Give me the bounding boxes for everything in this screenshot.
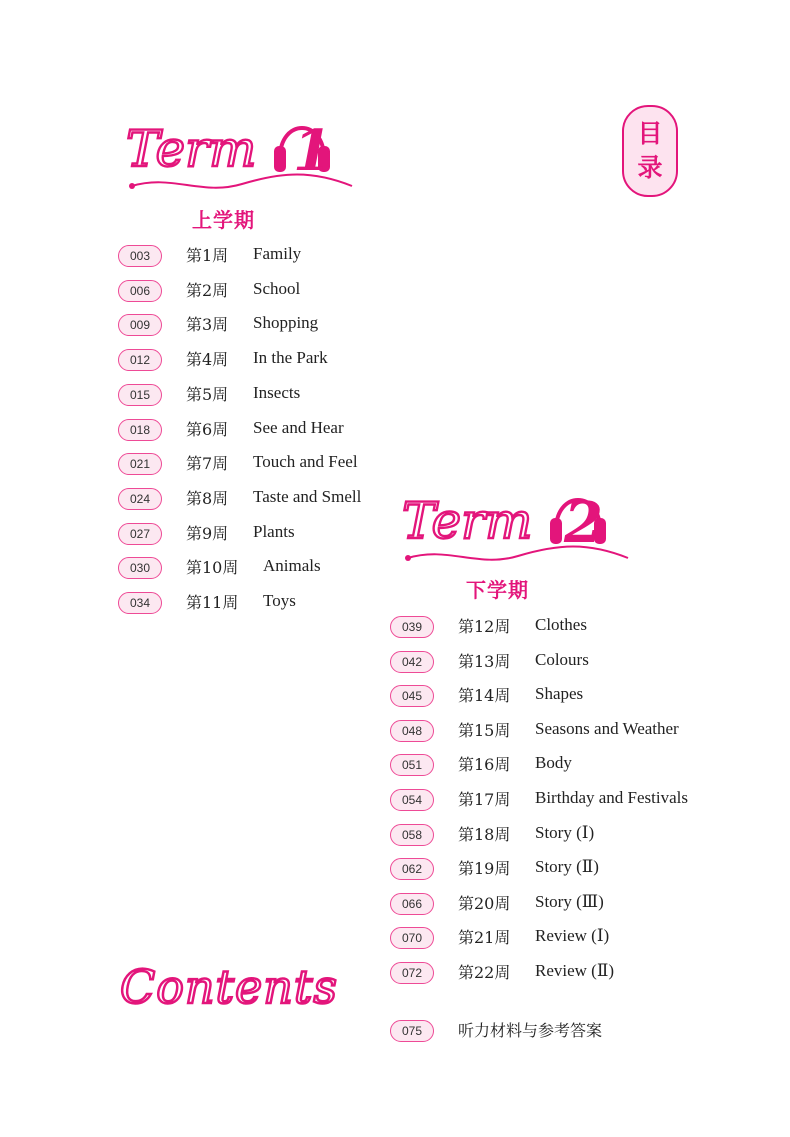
week-label: 第2周: [186, 280, 229, 300]
toc-entry[interactable]: [390, 651, 730, 675]
topic-title: School: [253, 278, 301, 298]
term2-art: [388, 472, 638, 572]
topic-title: Body: [535, 753, 572, 773]
page-number: 021: [118, 453, 162, 475]
topic-title: In the Park: [253, 348, 328, 368]
week-label: 第17周: [458, 790, 511, 809]
toc-entry[interactable]: [390, 893, 730, 917]
term1-art: [112, 100, 362, 200]
term1-list: [118, 245, 388, 615]
topic-title: Touch and Feel: [253, 452, 358, 472]
toc-entry[interactable]: [390, 616, 730, 640]
week-label: 第15周: [458, 720, 511, 740]
toc-entry[interactable]: [118, 384, 388, 408]
topic-title: Taste and Smell: [253, 486, 362, 506]
toc-entry[interactable]: [118, 557, 388, 581]
toc-entry[interactable]: [390, 927, 730, 951]
topic-title: Story (Ⅰ): [535, 822, 595, 842]
term2-word: Term: [402, 492, 533, 550]
topic-title: Plants: [253, 521, 295, 541]
topic-title: Insects: [253, 382, 301, 402]
page-number: 075: [390, 1020, 434, 1042]
toc-entry[interactable]: [118, 314, 388, 338]
week-label: 第10周: [186, 558, 239, 578]
topic-title: Toys: [263, 591, 296, 610]
toc-badge-char-1: 目: [637, 119, 663, 148]
week-label: 第16周: [458, 755, 511, 775]
page-number: 018: [118, 419, 162, 441]
week-label: 第22周: [458, 963, 511, 982]
toc-entry[interactable]: [118, 453, 388, 477]
week-label: 第3周: [186, 315, 229, 335]
term2-list: [390, 616, 730, 996]
page-number: 039: [390, 616, 434, 638]
week-label: 第20周: [458, 893, 511, 913]
toc-entry[interactable]: [118, 419, 388, 443]
page-number: 027: [118, 523, 162, 545]
term2-number: 2: [564, 490, 603, 556]
week-label: 第21周: [458, 928, 511, 948]
week-label: 第13周: [458, 651, 511, 671]
answers-label: 听力材料与参考答案: [458, 1021, 603, 1040]
page-number: 048: [390, 720, 434, 742]
page-number: 006: [118, 280, 162, 302]
week-label: 第5周: [186, 384, 229, 404]
toc-entry[interactable]: [118, 488, 388, 512]
page-number: 045: [390, 685, 434, 707]
page-number: 015: [118, 384, 162, 406]
week-label: 第19周: [458, 859, 511, 879]
term2-subtitle: 下学期: [466, 578, 529, 602]
term2-heading: [388, 472, 638, 572]
page-number: 058: [390, 824, 434, 846]
topic-title: Shapes: [535, 684, 584, 704]
topic-title: Story (Ⅱ): [535, 857, 599, 877]
week-label: 第7周: [186, 454, 229, 474]
term1-number: 1: [293, 118, 332, 184]
term1-word: Term: [126, 120, 257, 178]
topic-title: Clothes: [535, 615, 587, 634]
page-number: 003: [118, 245, 162, 267]
toc-entry[interactable]: [390, 824, 730, 848]
toc-entry[interactable]: [390, 720, 730, 744]
toc-badge-char-2: 录: [637, 153, 663, 182]
week-label: 第6周: [186, 419, 229, 439]
toc-entry[interactable]: [118, 349, 388, 373]
topic-title: Seasons and Weather: [535, 718, 679, 738]
page-number: 051: [390, 754, 434, 776]
page-number: 009: [118, 314, 162, 336]
week-label: 第4周: [186, 350, 229, 370]
week-label: 第14周: [458, 686, 511, 706]
toc-entry[interactable]: [390, 685, 730, 709]
page-number: 034: [118, 592, 162, 614]
toc-entry[interactable]: [118, 523, 388, 547]
topic-title: Story (Ⅲ): [535, 891, 604, 911]
page-number: 042: [390, 651, 434, 673]
week-label: 第18周: [458, 824, 511, 844]
toc-entry[interactable]: [118, 245, 388, 269]
week-label: 第11周: [186, 593, 239, 612]
page-number: 072: [390, 962, 434, 984]
page-number: 012: [118, 349, 162, 371]
topic-title: Review (Ⅱ): [535, 961, 615, 980]
week-label: 第8周: [186, 488, 229, 508]
week-label: 第1周: [186, 246, 229, 265]
toc-entry[interactable]: [118, 592, 388, 616]
page-number: 066: [390, 893, 434, 915]
page-number: 024: [118, 488, 162, 510]
answers-entry[interactable]: [390, 1020, 690, 1044]
topic-title: Shopping: [253, 313, 319, 333]
toc-entry[interactable]: [390, 858, 730, 882]
week-label: 第12周: [458, 617, 511, 636]
week-label: 第9周: [186, 523, 229, 543]
topic-title: Family: [253, 244, 302, 263]
contents-title: Contents: [120, 960, 338, 1014]
toc-entry[interactable]: [118, 280, 388, 304]
topic-title: See and Hear: [253, 417, 344, 437]
toc-entry[interactable]: [390, 754, 730, 778]
toc-entry[interactable]: [390, 789, 730, 813]
term1-subtitle: 上学期: [192, 208, 255, 232]
page-number: 030: [118, 557, 162, 579]
topic-title: Birthday and Festivals: [535, 788, 688, 807]
page-number: 070: [390, 927, 434, 949]
topic-title: Colours: [535, 649, 589, 669]
toc-badge: [622, 105, 678, 197]
page-number: 062: [390, 858, 434, 880]
term1-heading: [112, 100, 362, 200]
toc-entry[interactable]: [390, 962, 730, 986]
topic-title: Animals: [263, 556, 321, 576]
topic-title: Review (Ⅰ): [535, 926, 610, 946]
page-number: 054: [390, 789, 434, 811]
